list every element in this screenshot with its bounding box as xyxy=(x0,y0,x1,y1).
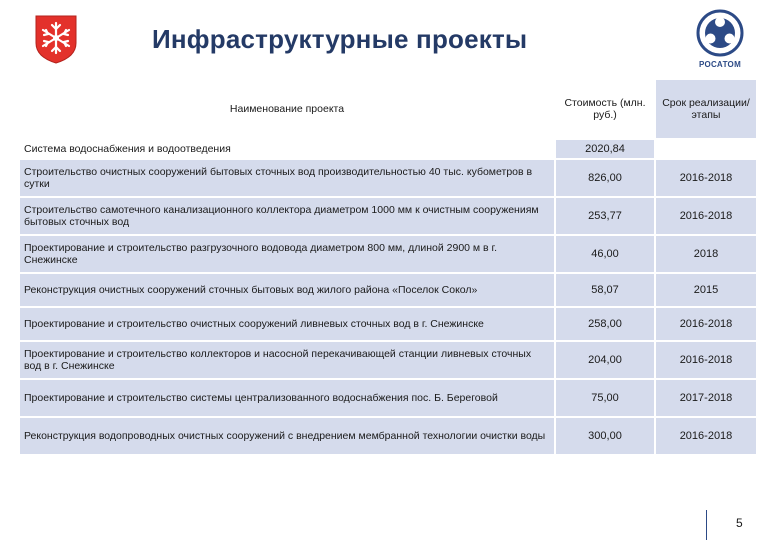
table-row xyxy=(20,160,756,196)
section-name: Система водоснабжения и водоотведения xyxy=(20,140,554,158)
header-cost: Стоимость (млн. руб.) xyxy=(556,80,654,138)
row-term: 2016-2018 xyxy=(656,198,756,234)
row-name: Строительство самотечного канализационного коллектора диаметром 1000 мм к очистным сооружениям бытовых сточных вод xyxy=(20,198,554,234)
row-name: Реконструкция очистных сооружений сточных бытовых вод жилого района «Поселок Сокол» xyxy=(20,274,554,306)
page-title: Инфраструктурные проекты xyxy=(152,24,528,54)
row-cost: 253,77 xyxy=(556,198,654,234)
row-term: 2016-2018 xyxy=(656,160,756,196)
footer-divider xyxy=(706,510,707,540)
row-term: 2018 xyxy=(656,236,756,272)
rosatom-logo xyxy=(692,8,748,72)
row-cost: 75,00 xyxy=(556,380,654,416)
table-row xyxy=(20,380,756,416)
row-name: Строительство очистных сооружений бытовых сточных вод производительностью 40 тыс. кубометров в сутки xyxy=(20,160,554,196)
table-row xyxy=(20,308,756,340)
table-row xyxy=(20,274,756,306)
row-cost: 826,00 xyxy=(556,160,654,196)
table-row xyxy=(20,418,756,454)
logo-text: РОСАТОМ xyxy=(698,60,742,69)
section-term-empty xyxy=(656,140,756,158)
row-cost: 258,00 xyxy=(556,308,654,340)
row-term: 2016-2018 xyxy=(656,342,756,378)
table-header-row xyxy=(20,80,756,138)
row-cost: 46,00 xyxy=(556,236,654,272)
table-row xyxy=(20,198,756,234)
row-cost: 204,00 xyxy=(556,342,654,378)
row-term: 2017-2018 xyxy=(656,380,756,416)
table-row xyxy=(20,236,756,272)
row-cost: 58,07 xyxy=(556,274,654,306)
section-row xyxy=(20,140,756,158)
row-term: 2015 xyxy=(656,274,756,306)
row-name: Проектирование и строительство очистных сооружений ливневых сточных вод в г. Снежинске xyxy=(20,308,554,340)
row-name: Проектирование и строительство разгрузочного водовода диаметром 800 мм, длиной 2900 м в г. Снежинске xyxy=(20,236,554,272)
row-term: 2016-2018 xyxy=(656,418,756,454)
header-name: Наименование проекта xyxy=(20,80,554,138)
table-row xyxy=(20,342,756,378)
row-name: Проектирование и строительство коллекторов и насосной перекачивающей станции ливневых сточных вод в г. Снежинске xyxy=(20,342,554,378)
row-name: Реконструкция водопроводных очистных сооружений с внедрением мембранной технологии очистки воды xyxy=(20,418,554,454)
page-number: 5 xyxy=(736,516,743,530)
row-term: 2016-2018 xyxy=(656,308,756,340)
city-emblem-icon xyxy=(33,13,79,65)
row-name: Проектирование и строительство системы централизованного водоснабжения пос. Б. Береговой xyxy=(20,380,554,416)
section-cost: 2020,84 xyxy=(556,140,654,158)
row-cost: 300,00 xyxy=(556,418,654,454)
header-term: Срок реализации/ этапы xyxy=(656,80,756,138)
rosatom-logo-icon xyxy=(692,8,748,60)
projects-table xyxy=(18,78,758,456)
